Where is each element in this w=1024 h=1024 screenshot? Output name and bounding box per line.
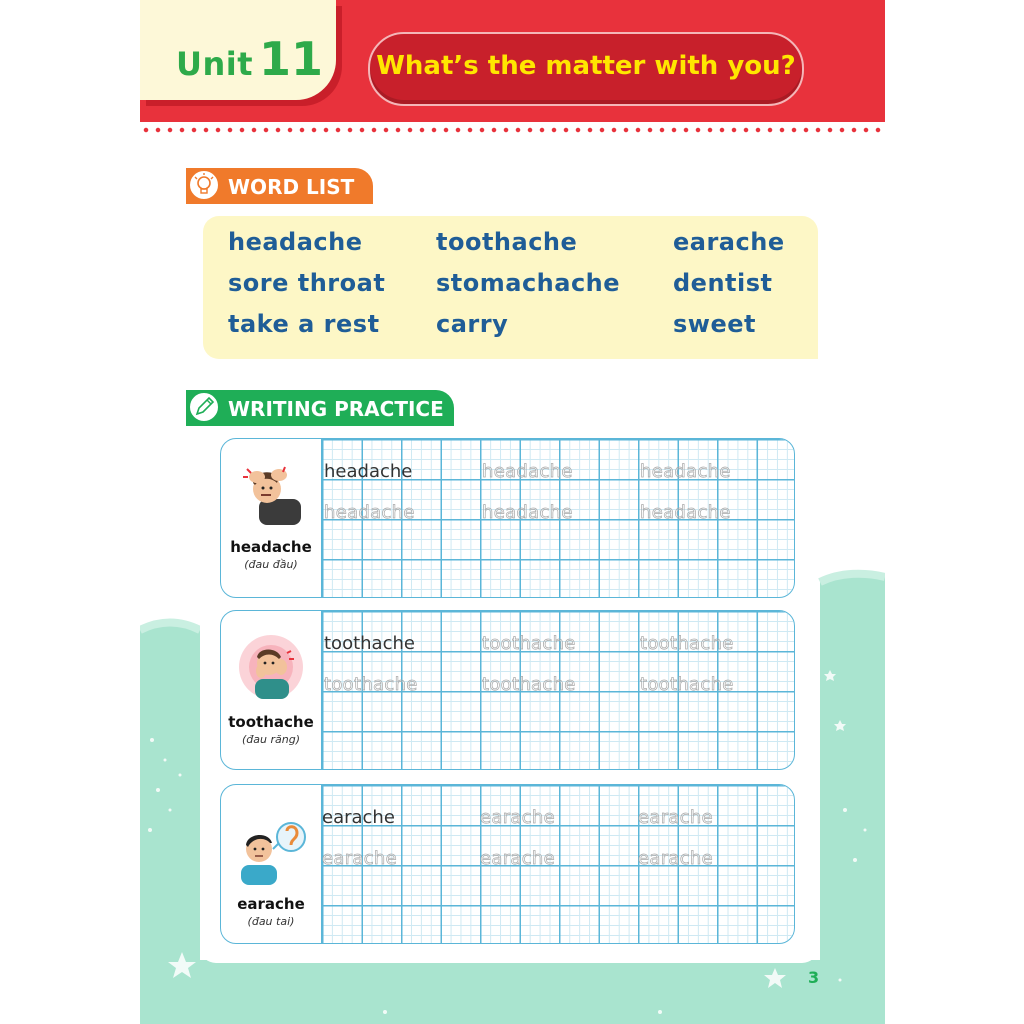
trace-word-dashed: toothache (482, 633, 576, 654)
card-translation: (đau răng) (242, 733, 300, 746)
card-translation: (đau tai) (247, 915, 295, 928)
unit-label: Unit (176, 45, 254, 83)
trace-word-dashed: headache (482, 502, 573, 523)
pencil-icon (188, 391, 220, 423)
word-item: stomachache (436, 269, 621, 297)
trace-word-solid: earache (322, 807, 395, 828)
page-title: What’s the matter with you? (376, 51, 796, 81)
trace-word-dashed: headache (640, 461, 731, 482)
trace-word-dashed: headache (640, 502, 731, 523)
trace-word-dashed: earache (638, 807, 714, 828)
trace-word-dashed: headache (482, 461, 573, 482)
word-item: take a rest (228, 310, 380, 338)
word-list-label (186, 168, 373, 204)
writing-grid[interactable] (321, 439, 795, 597)
page-number: 3 (808, 968, 820, 987)
unit-tab (140, 0, 336, 100)
trace-word-dashed: earache (638, 848, 714, 869)
word-item: earache (673, 228, 785, 256)
trace-word-solid: toothache (324, 633, 415, 654)
unit-number: 11 (259, 32, 324, 86)
workbook-page (140, 0, 885, 1024)
trace-word-dashed: earache (322, 848, 398, 869)
trace-word-dashed: earache (480, 848, 556, 869)
earache-illustration (233, 819, 309, 887)
trace-word-dashed: toothache (482, 674, 576, 695)
writing-grid[interactable] (321, 785, 795, 943)
trace-word-dashed: toothache (640, 674, 734, 695)
word-item: dentist (673, 269, 773, 297)
word-item: sore throat (228, 269, 386, 297)
writing-practice-title: WRITING PRACTICE (228, 397, 444, 421)
trace-word-solid: headache (324, 461, 413, 482)
card-word: toothache (228, 713, 314, 731)
practice-card-earache (220, 784, 795, 944)
lightbulb-icon (188, 169, 220, 201)
trace-word-dashed: toothache (324, 674, 418, 695)
title-pill (368, 32, 804, 106)
word-item: toothache (436, 228, 578, 256)
card-word: headache (230, 538, 312, 556)
word-list-title: WORD LIST (228, 175, 355, 199)
card-translation: (đau đầu) (244, 558, 298, 571)
headache-illustration (237, 463, 305, 527)
unit-heading (176, 32, 323, 86)
writing-grid[interactable] (321, 611, 795, 769)
header-banner (140, 0, 885, 122)
card-word: earache (237, 895, 305, 913)
toothache-illustration (237, 633, 305, 701)
word-item: headache (228, 228, 363, 256)
practice-card-toothache (220, 610, 795, 770)
word-list-box (203, 216, 818, 359)
word-item: sweet (673, 310, 756, 338)
trace-word-dashed: toothache (640, 633, 734, 654)
trace-word-dashed: earache (480, 807, 556, 828)
picture-area (221, 439, 321, 597)
dotted-divider (140, 126, 885, 134)
practice-card-headache (220, 438, 795, 598)
writing-practice-label (186, 390, 454, 426)
trace-word-dashed: headache (324, 502, 415, 523)
word-item: carry (436, 310, 509, 338)
